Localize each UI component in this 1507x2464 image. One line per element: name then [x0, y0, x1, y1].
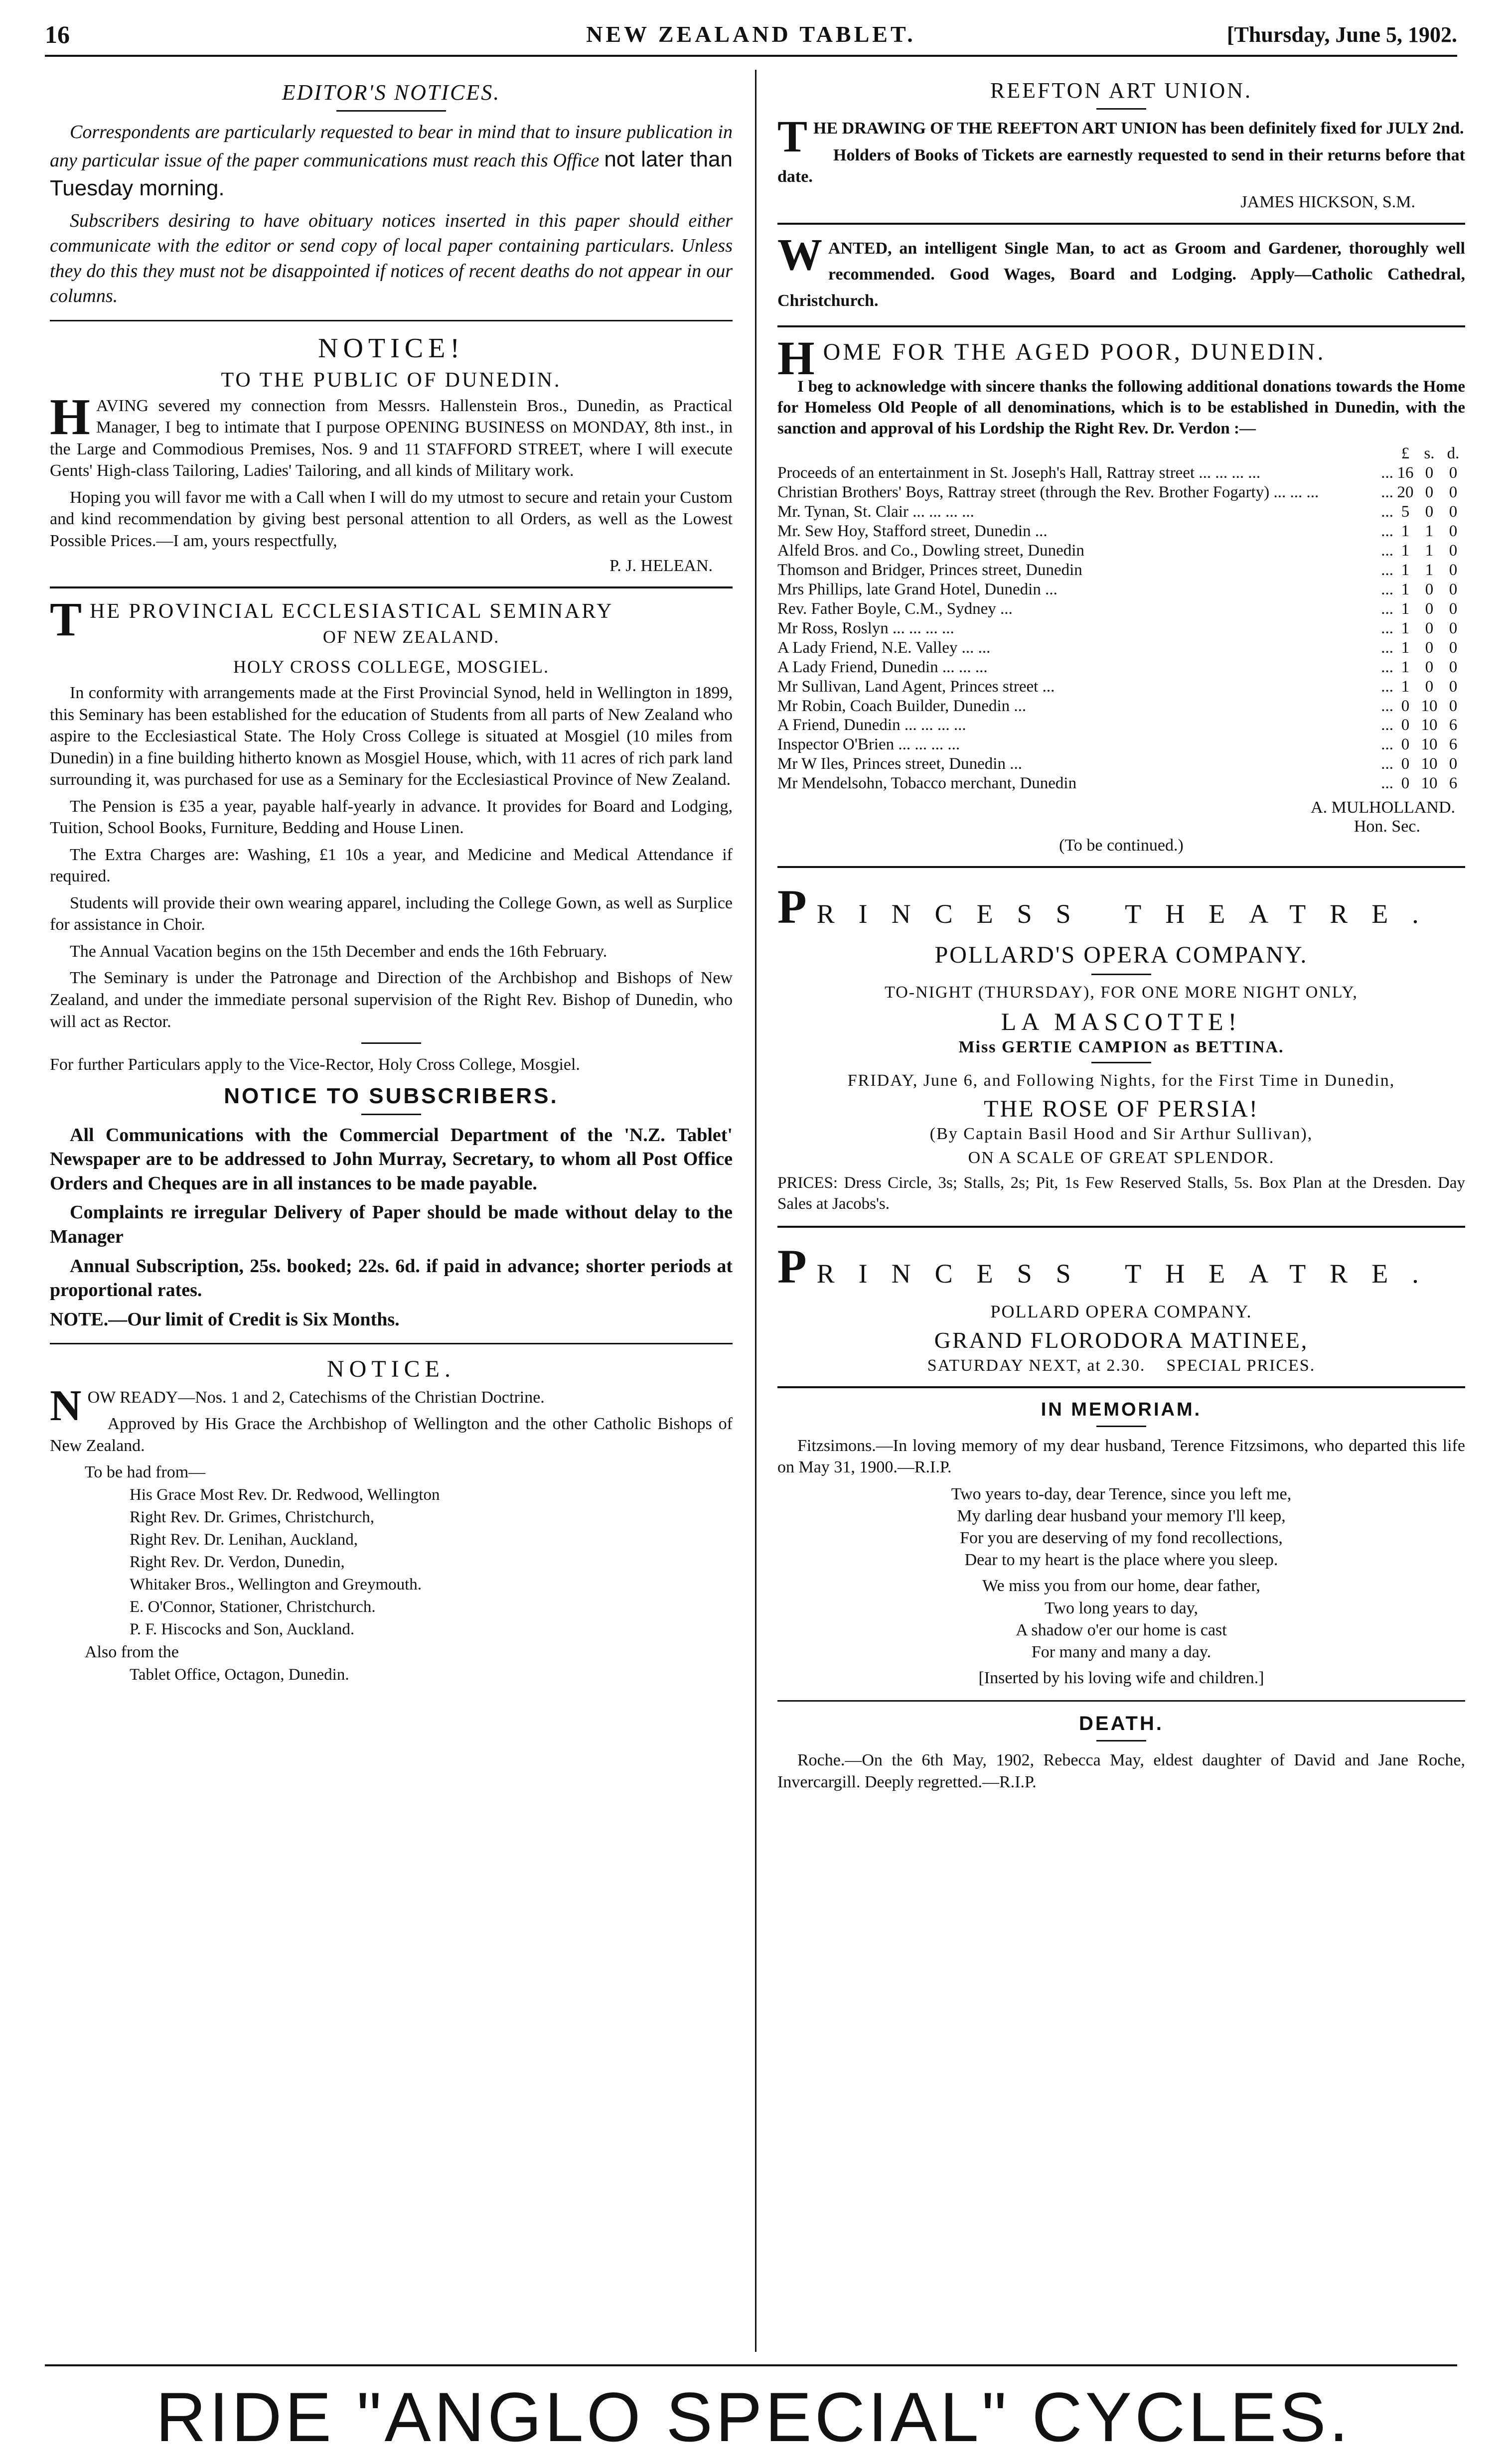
- divider-rule: [777, 1386, 1465, 1388]
- catechisms-also-from: Also from the: [85, 1642, 179, 1661]
- princess-theatre-2: [777, 1239, 1465, 1375]
- short-rule: [1091, 1062, 1151, 1063]
- memoriam-stanza-1: Two years to-day, dear Terence, since you left me, My darling dear husband your memory I'll keep, For you are deserving of my fond recollections, Dear to my heart is the place where you sleep.: [951, 1484, 1292, 1570]
- table-row: Mr. Sew Hoy, Stafford street, Dunedin ... ... 1 1 0: [777, 522, 1458, 541]
- seminary-para: The Extra Charges are: Washing, £1 10s a year, and Medicine and Medical Attendance if required.: [50, 845, 733, 886]
- left-column: [50, 75, 733, 2347]
- theatre-company: POLLARD OPERA COMPANY.: [990, 1301, 1252, 1321]
- divider-rule: [50, 320, 733, 321]
- page-number: 16: [45, 20, 70, 48]
- notice-heading: NOTICE!: [318, 332, 464, 364]
- princess-theatre-1: [777, 879, 1465, 1214]
- table-row: Mr Mendelsohn, Tobacco merchant, Dunedin ... 0 10 6: [777, 774, 1458, 793]
- table-row: Christian Brothers' Boys, Rattray street (through the Rev. Brother Fogarty) ... ... ... ... 20 0 0: [777, 483, 1458, 502]
- reefton-para2: Holders of Books of Tickets are earnestly requested to send in their returns before that date.: [777, 145, 1465, 186]
- column-divider: [755, 70, 756, 2352]
- short-rule: [1096, 108, 1146, 110]
- table-row: A Lady Friend, Dunedin ... ... ... ... 1 0 0: [777, 658, 1458, 676]
- catechisms-para2: Approved by His Grace the Archbishop of Wellington and the other Catholic Bishops of New Zealand.: [50, 1415, 733, 1455]
- table-row: Rev. Father Boyle, C.M., Sydney ... ... 1 0 0: [777, 599, 1458, 618]
- seminary-para: The Pension is £35 a year, payable half-yearly in advance. It provides for Board and Lodging, Tuition, School Books, Furniture, Bedding and House Linen.: [50, 797, 733, 838]
- subscribers-para3: Annual Subscription, 25s. booked; 22s. 6d. if paid in advance; shorter periods at proportional rates.: [50, 1255, 733, 1301]
- masthead: [45, 20, 1457, 57]
- theatre-authors: (By Captain Basil Hood and Sir Arthur Sullivan),: [929, 1125, 1313, 1144]
- theatre-company: POLLARD'S OPERA COMPANY.: [934, 942, 1308, 969]
- wanted-text: WANTED, an intelligent Single Man, to act as Groom and Gardener, thoroughly well recommended. Good Wages, Board and Lodging. Apply—Catholic Cathedral, Christchurch.: [777, 230, 1465, 310]
- table-row: Alfeld Bros. and Co., Dowling street, Dunedin ... 1 1 0: [777, 542, 1458, 560]
- seminary-para: In conformity with arrangements made at the First Provincial Synod, held in Wellington in 1899, this Seminary has been established for the education of Students from all parts of New Zealand who aspire to the Ecclesiastical State. The Holy Cross College is situated at Mosgiel (10 miles from Dunedin) in a fine building hitherto known as Mosgiel House, which, with 11 acres of rich park land surrounding it, was purchased for use as a Seminary for the Ecclesiastical Province of New Zealand.: [50, 684, 733, 789]
- catechisms-to-be-had: To be had from—: [85, 1463, 206, 1482]
- home-aged-heading: HOME FOR THE AGED POOR, DUNEDIN.: [777, 331, 1326, 385]
- seminary-subheading: HOLY CROSS COLLEGE, MOSGIEL.: [233, 657, 550, 677]
- death-heading: DEATH.: [1079, 1713, 1164, 1735]
- divider-rule: [777, 1226, 1465, 1228]
- short-rule: [361, 1114, 421, 1115]
- issue-date: [Thursday, June 5, 1902.: [1226, 22, 1457, 47]
- subscribers-note: NOTE.—Our limit of Credit is Six Months.: [50, 1308, 400, 1330]
- wanted-ad: [777, 230, 1465, 314]
- seller-item: E. O'Connor, Stationer, Christchurch.: [130, 1597, 376, 1616]
- theatre-cast: Miss GERTIE CAMPION as BETTINA.: [958, 1038, 1284, 1057]
- col-pounds: £: [1401, 444, 1410, 463]
- memoriam-stanza-2: We miss you from our home, dear father, Two long years to day, A shadow o'er our home is cast For many and many a day.: [982, 1577, 1260, 1661]
- seminary-further: For further Particulars apply to the Vice-Rector, Holy Cross College, Mosgiel.: [50, 1055, 580, 1074]
- seminary-para: The Seminary is under the Patronage and Direction of the Archbishop and Bishops of New Zealand, and under the immediate personal supervision of the Right Rev. Bishop of Dunedin, who will act as Rector.: [50, 969, 733, 1031]
- seminary-heading2: OF NEW ZEALAND.: [322, 627, 500, 647]
- theatre-show2: THE ROSE OF PERSIA!: [984, 1096, 1259, 1123]
- reefton-art-union: [777, 78, 1465, 212]
- table-row: Mrs Phillips, late Grand Hotel, Dunedin ... ... 1 0 0: [777, 580, 1458, 598]
- editors-notice-para1: Correspondents are particularly requested to bear in mind that to insure publication in any particular issue of the paper communications must reach this Office not later than Tuesday morning.: [50, 122, 733, 201]
- home-aged-signature-title: Hon. Sec.: [1354, 817, 1420, 836]
- editors-notices-heading: EDITOR'S NOTICES.: [282, 80, 501, 105]
- theatre-when: SATURDAY NEXT, at 2.30. SPECIAL PRICES.: [927, 1356, 1316, 1375]
- table-row: Inspector O'Brien ... ... ... ... ... 0 10 6: [777, 735, 1458, 754]
- short-rule: [1096, 1426, 1146, 1427]
- memoriam-text: Fitzsimons.—In loving memory of my dear husband, Terence Fitzsimons, who departed this life on May 31, 1900.—R.I.P.: [777, 1436, 1465, 1477]
- seller-item: Right Rev. Dr. Lenihan, Auckland,: [130, 1531, 358, 1549]
- short-rule: [1096, 1740, 1146, 1741]
- notice-subheading: TO THE PUBLIC OF DUNEDIN.: [221, 368, 562, 392]
- catechisms-heading: NOTICE.: [327, 1355, 455, 1382]
- home-aged-continued: (To be continued.): [1059, 836, 1184, 855]
- theatre-heading: PRINCESS THEATRE.: [777, 1239, 1443, 1293]
- table-row: Mr Sullivan, Land Agent, Princes street ... ... 1 0 0: [777, 677, 1458, 696]
- theatre-show: LA MASCOTTE!: [1001, 1008, 1242, 1036]
- short-rule: [361, 1042, 421, 1044]
- reefton-heading: REEFTON ART UNION.: [990, 78, 1253, 103]
- seller-item: His Grace Most Rev. Dr. Redwood, Wellington: [130, 1486, 440, 1504]
- divider-rule: [50, 586, 733, 588]
- reefton-signature: JAMES HICKSON, S.M.: [1240, 192, 1415, 211]
- table-row: Thomson and Bridger, Princes street, Dunedin ... 1 1 0: [777, 561, 1458, 579]
- seller-item: Right Rev. Dr. Verdon, Dunedin,: [130, 1553, 345, 1571]
- death-text: Roche.—On the 6th May, 1902, Rebecca May, eldest daughter of David and Jane Roche, Invercargill. Deeply regretted.—R.I.P.: [777, 1751, 1465, 1791]
- divider-rule: [50, 1343, 733, 1344]
- col-shillings: s.: [1424, 444, 1435, 463]
- home-aged-intro: I beg to acknowledge with sincere thanks the following additional donations towards the Home for Homeless Old People of all denominations, which is to be established in Dunedin, with the sanction and approval of his Lordship the Right Rev. Dr. Verdon :—: [777, 377, 1465, 438]
- seminary-para: Students will provide their own wearing apparel, including the College Gown, as well as Surplice for assistance in Choir.: [50, 893, 733, 934]
- divider-rule: [777, 866, 1465, 868]
- catechisms-para1: NOW READY—Nos. 1 and 2, Catechisms of the Christian Doctrine.: [50, 1381, 545, 1430]
- theatre-prices: PRICES: Dress Circle, 3s; Stalls, 2s; Pit, 1s Few Reserved Stalls, 5s. Box Plan at the Dresden. Day Sales at Jacobs's.: [777, 1174, 1465, 1213]
- theatre-friday: FRIDAY, June 6, and Following Nights, for the First Time in Dunedin,: [847, 1071, 1395, 1090]
- death-notice: [777, 1713, 1465, 1793]
- theatre-heading: PRINCESS THEATRE.: [777, 880, 1443, 934]
- table-row: A Friend, Dunedin ... ... ... ... ... 0 10 6: [777, 716, 1458, 734]
- reefton-para1: THE DRAWING OF THE REEFTON ART UNION has been definitely fixed for JULY 2nd.: [777, 112, 1464, 161]
- subscribers-para1: All Communications with the Commercial Department of the 'N.Z. Tablet' Newspaper are to be addressed to John Murray, Secretary, to whom all Post Office Orders and Cheques are in all instances to be made payable.: [50, 1124, 733, 1194]
- subscribers-heading: NOTICE TO SUBSCRIBERS.: [224, 1083, 559, 1108]
- footer-rule: [45, 2364, 1457, 2366]
- editors-notices: [50, 80, 733, 309]
- table-row: Proceeds of an entertainment in St. Joseph's Hall, Rattray street ... ... ... ... ... 16 0 0: [777, 464, 1458, 482]
- table-row: Mr Ross, Roslyn ... ... ... ... ... 1 0 0: [777, 619, 1458, 637]
- divider-rule: [777, 325, 1465, 327]
- table-row: Mr. Tynan, St. Clair ... ... ... ... ... 5 0 0: [777, 503, 1458, 521]
- home-aged-poor: [777, 331, 1465, 856]
- ornament-rule: [336, 110, 446, 112]
- table-header-row: [777, 444, 1465, 463]
- divider-rule: [777, 1700, 1465, 1702]
- seller-item: Right Rev. Dr. Grimes, Christchurch,: [130, 1508, 374, 1527]
- theatre-matinee: GRAND FLORODORA MATINEE,: [934, 1327, 1309, 1353]
- notice-para2: Hoping you will favor me with a Call when I will do my utmost to secure and retain your Custom and kind recommendation by giving best personal attention to all Orders, as well as the Lowest Possible Prices.—I am, yours respectfully,: [50, 488, 733, 550]
- subscribers-para2: Complaints re irregular Delivery of Paper should be made without delay to the Manager: [50, 1202, 733, 1248]
- seminary-heading: THE PROVINCIAL ECCLESIASTICAL SEMINARY: [50, 592, 614, 646]
- seller-item: P. F. Hiscocks and Son, Auckland.: [130, 1620, 355, 1638]
- table-row: Mr Robin, Coach Builder, Dunedin ... ... 0 10 0: [777, 697, 1458, 715]
- notice-para1: HAVING severed my connection from Messrs. Hallenstein Bros., Dunedin, as Practical Manager, I beg to intimate that I purpose OPENING BUSINESS on MONDAY, 8th inst., in the Large and Commodious Premises, Nos. 9 and 11 STAFFORD STREET, where I will execute Gents' High-class Tailoring, Ladies' Tailoring, and all kinds of Military work.: [50, 388, 733, 480]
- theatre-tonight: TO-NIGHT (THURSDAY), FOR ONE MORE NIGHT ONLY,: [885, 983, 1358, 1002]
- table-row: Mr W Iles, Princes street, Dunedin ... ... 0 10 0: [777, 755, 1458, 773]
- seminary: [50, 592, 733, 1075]
- notice-catechisms: [50, 1355, 733, 1686]
- theatre-scale: ON A SCALE OF GREAT SPLENDOR.: [968, 1149, 1275, 1167]
- footer-banner: RIDE "ANGLO SPECIAL" CYCLES.: [155, 2378, 1352, 2456]
- seller-item: Whitaker Bros., Wellington and Greymouth.: [130, 1575, 422, 1594]
- table-row: A Lady Friend, N.E. Valley ... ... ... 1 0 0: [777, 638, 1458, 657]
- col-pence: d.: [1447, 444, 1460, 463]
- seminary-para: The Annual Vacation begins on the 15th December and ends the 16th February.: [70, 942, 607, 961]
- editors-notice-para2: Subscribers desiring to have obituary notices inserted in this paper should either communicate with the editor or send copy of local paper containing particulars. Unless they do this they must not be disappointed if notices of recent deaths do not appear in our columns.: [50, 210, 733, 307]
- newspaper-title: NEW ZEALAND TABLET.: [586, 21, 916, 47]
- subscribers: [50, 1084, 733, 1332]
- right-column: [777, 75, 1465, 2347]
- donations-table: [777, 444, 1465, 793]
- short-rule: [1091, 974, 1151, 975]
- memoriam-heading: IN MEMORIAM.: [1041, 1399, 1202, 1420]
- tablet-office: Tablet Office, Octagon, Dunedin.: [130, 1665, 349, 1684]
- divider-rule: [777, 223, 1465, 225]
- home-aged-signature: A. MULHOLLAND.: [1311, 798, 1455, 817]
- notice-signature: P. J. HELEAN.: [609, 557, 713, 576]
- memoriam-inserted: [Inserted by his loving wife and children.]: [978, 1669, 1264, 1688]
- in-memoriam: [777, 1399, 1465, 1690]
- notice-dunedin: [50, 332, 733, 576]
